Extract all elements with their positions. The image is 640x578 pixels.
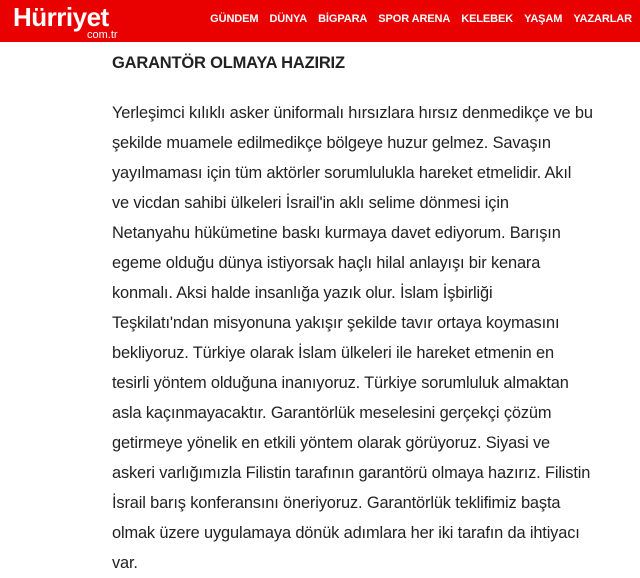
paragraph-line: konmalı. Aksi halde insanlığa yazık olur. İslam İşbirliği <box>112 284 493 302</box>
paragraph-line: şekilde muamele edilmedikçe bölgeye huzur gelmez. Savaşın <box>112 134 551 152</box>
paragraph-line: bekliyoruz. Türkiye olarak İslam ülkeleri ile hareket etmenin en <box>112 344 554 362</box>
article <box>112 52 612 578</box>
paragraph-line: askeri varlığımızla Filistin tarafının garantörü olmaya hazırız. Filistin <box>112 464 591 482</box>
paragraph-line: İsrail barış konferansını öneriyoruz. Garantörlük teklifimiz başta <box>112 494 561 512</box>
paragraph-line: Yerleşimci kılıklı asker üniformalı hırsızlara hırsız denmedikçe ve bu <box>112 104 593 122</box>
logo-wordmark: Hürriyet <box>13 2 109 32</box>
main-nav <box>199 12 632 26</box>
paragraph-line: ve vicdan sahibi ülkeleri İsrail'in aklı selime dönmesi için <box>112 194 509 212</box>
paragraph-line: egeme olduğu dünya istiyorsak haçlı hilal anlayışı bir kenara <box>112 254 541 272</box>
paragraph-line: yayılmaması için tüm aktörler sorumlulukla hareket etmelidir. Akıl <box>112 164 572 182</box>
nav-item-gundem[interactable]: GÜNDEM <box>210 13 259 25</box>
nav-item-kelebek[interactable]: KELEBEK <box>461 13 514 25</box>
nav-item-dunya[interactable]: DÜNYA <box>269 13 308 25</box>
site-header <box>0 0 640 42</box>
article-subheading: GARANTÖR OLMAYA HAZIRIZ <box>112 54 345 72</box>
paragraph-line: getirmeye yönelik en etkili yöntem olarak görüyoruz. Siyasi ve <box>112 434 551 452</box>
paragraph-line: Teşkilatı'ndan misyonuna yakışır şekilde tavır ortaya koymasını <box>112 314 560 332</box>
nav-item-yasam[interactable]: YAŞAM <box>524 13 563 25</box>
paragraph-line: var. <box>112 554 138 572</box>
paragraph-line: olmak üzere uygulamaya dönük adımlara her iki tarafın da ihtiyacı <box>112 524 580 542</box>
nav-item-spor-arena[interactable]: SPOR ARENA <box>378 13 451 25</box>
paragraph-line: Netanyahu hükümetine baskı kurmaya davet ediyorum. Barışın <box>112 224 561 242</box>
paragraph-line: tesirli yöntem olduğuna inanıyoruz. Türkiye sorumluluk almaktan <box>112 374 569 392</box>
nav-item-bigpara[interactable]: BİGPARA <box>318 13 368 25</box>
paragraph-line: asla kaçınmayacaktır. Garantörlük meselesini gerçekçi çözüm <box>112 404 552 422</box>
nav-item-yazarlar[interactable]: YAZARLAR <box>573 13 632 25</box>
logo-domain: com.tr <box>87 29 118 41</box>
hurriyet-logo-link[interactable] <box>13 2 118 41</box>
article-paragraph <box>112 98 602 578</box>
